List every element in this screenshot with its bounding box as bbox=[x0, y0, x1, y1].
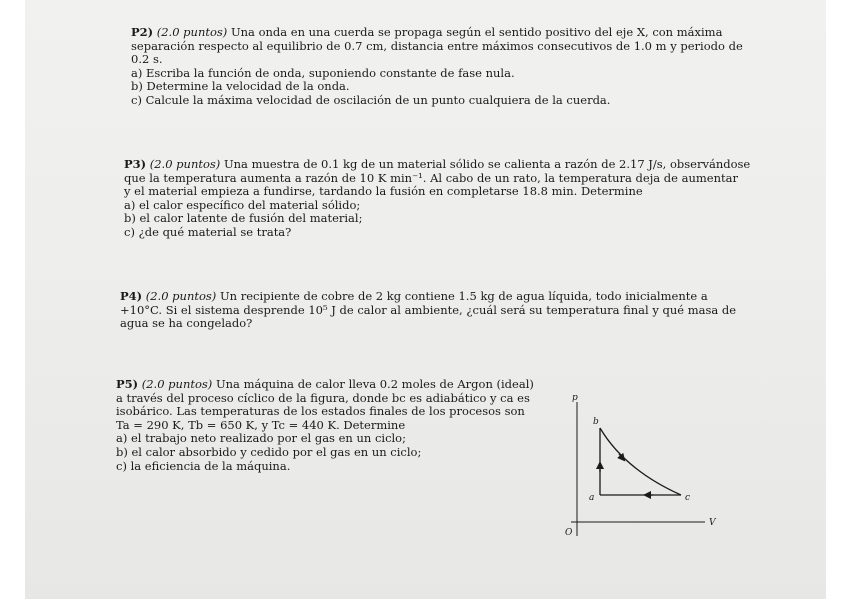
question-item: a) Escriba la función de onda, suponiendo constante de fase nula. bbox=[131, 65, 515, 80]
problem-id: P2) bbox=[131, 25, 154, 39]
question-item: a) el trabajo neto realizado por el gas en un ciclo; bbox=[116, 431, 406, 446]
problem-text: Ta = 290 K, Tb = 650 K, y Tc = 440 K. Determine bbox=[116, 417, 406, 432]
question-item: b) el calor latente de fusión del material; bbox=[124, 211, 363, 226]
problem-id: P4) bbox=[120, 289, 143, 303]
question-item: a) el calor específico del material sólido; bbox=[124, 197, 361, 212]
problem-text: isobárico. Las temperaturas de los estados finales de los procesos son bbox=[116, 404, 525, 419]
problem-text: separación respecto al equilibrio de 0.7 cm, distancia entre máximos consecutivos de 1.0 m y periodo de bbox=[131, 38, 743, 53]
problem-p4 bbox=[120, 290, 736, 331]
problem-text: agua se ha congelado? bbox=[120, 316, 253, 331]
pv-diagram bbox=[553, 388, 733, 548]
problem-text: a través del proceso cíclico de la figura, donde bc es adiabático y ca es bbox=[116, 390, 530, 405]
v-axis-label: V bbox=[709, 518, 716, 528]
question-item: b) Determine la velocidad de la onda. bbox=[131, 79, 350, 94]
state-b-label: b bbox=[593, 417, 599, 427]
problem-text: que la temperatura aumenta a razón de 10 K min⁻¹. Al cabo de un rato, la temperatura deja de aumentar bbox=[124, 170, 738, 185]
problem-p3-line-1 bbox=[124, 158, 750, 172]
problem-points: (2.0 puntos) bbox=[149, 157, 221, 171]
problem-text: Una muestra de 0.1 kg de un material sólido se calienta a razón de 2.17 J/s, observándose bbox=[223, 157, 751, 171]
adiabatic-curve-bc bbox=[600, 428, 681, 495]
question-item: c) la eficiencia de la máquina. bbox=[116, 458, 291, 473]
problem-points: (2.0 puntos) bbox=[145, 289, 217, 303]
problem-p2 bbox=[131, 26, 743, 108]
problem-text: y el material empieza a fundirse, tardando la fusión en completarse 18.8 min. Determine bbox=[124, 184, 643, 199]
problem-p3 bbox=[124, 158, 750, 240]
question-item: b) el calor absorbido y cedido por el gas en un ciclo; bbox=[116, 444, 422, 459]
problem-id: P5) bbox=[116, 377, 139, 391]
problem-points: (2.0 puntos) bbox=[141, 377, 213, 391]
origin-label: O bbox=[565, 528, 573, 538]
question-item: c) Calcule la máxima velocidad de oscilación de un punto cualquiera de la cuerda. bbox=[131, 92, 611, 107]
problem-text: +10°C. Si el sistema desprende 10⁵ J de calor al ambiente, ¿cuál será su temperatura final y qué masa de bbox=[120, 302, 737, 317]
problem-p5-line-1 bbox=[116, 378, 534, 392]
state-c-label: c bbox=[685, 493, 691, 503]
problem-text: Una máquina de calor lleva 0.2 moles de Argon (ideal) bbox=[215, 377, 534, 391]
problem-p2-line-1 bbox=[131, 26, 743, 40]
state-a-label: a bbox=[589, 493, 595, 503]
question-item: c) ¿de qué material se trata? bbox=[124, 224, 292, 239]
p-axis-label: p bbox=[572, 393, 578, 403]
problem-points: (2.0 puntos) bbox=[156, 25, 228, 39]
problem-text: Un recipiente de cobre de 2 kg contiene 1.5 kg de agua líquida, todo inicialmente a bbox=[219, 289, 708, 303]
problem-p5 bbox=[116, 378, 534, 473]
problem-text: 0.2 s. bbox=[131, 52, 163, 67]
problem-id: P3) bbox=[124, 157, 147, 171]
problem-p4-line-1 bbox=[120, 290, 736, 304]
problem-text: Una onda en una cuerda se propaga según el sentido positivo del eje X, con máxima bbox=[230, 25, 723, 39]
